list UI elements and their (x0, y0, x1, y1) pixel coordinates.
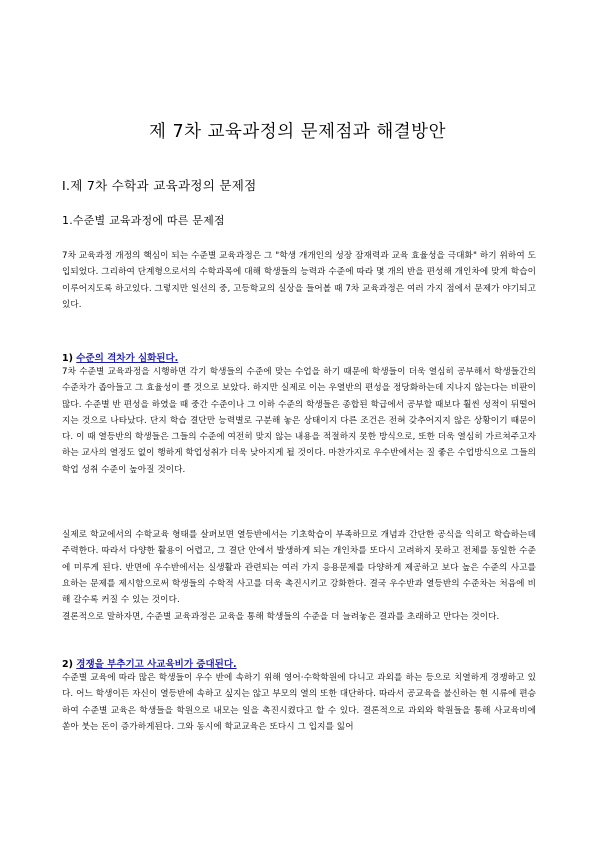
problem-heading-2 (62, 656, 237, 670)
problem-number: 2) (62, 659, 73, 670)
problem-heading-1 (62, 350, 178, 364)
problem-1-paragraph-2: 실제로 학교에서의 수학교육 형태를 살펴보면 열등반에서는 기초학습이 부족하므로 개념과 간단한 공식을 익히고 학습하는데 주력한다. 따라서 다양한 활용이 어렵고, 그 결단 안에서 발생하게 되는 개인차를 또다시 고려하지 못하고 전체를 동일한 수준에 미루게 된다. 반면에 우수반에서는 실생활과 관련되는 여러 가지 응용문제를 다양하게 제공하고 보다 높은 수준의 사고를 요하는 문제를 제시함으로써 학생들의 수학적 사고를 더욱 촉진시키고 강화한다. 결국 우수반과 열등반의 수준차는 처음에 비해 갈수록 커질 수 있는 것이다. (62, 530, 536, 606)
problem-heading-text: 경쟁을 부추기고 사교육비가 증대된다. (76, 659, 237, 670)
problem-2-paragraph-1: 수준별 교육에 따라 많은 학생들이 우수 반에 속하기 위해 영어·수학학원에 다니고 과외를 하는 등으로 치열하게 경쟁하고 있다. 어느 학생이든 자신이 열등반에 속하고 싶지는 않고 부모의 열의 또한 대단하다. 따라서 공교육을 불신하는 현 시류에 편승하여 수준별 교육은 학생들을 학원으로 내모는 일을 촉진시켰다고 할 수 있다. 결론적으로 과외와 학원들을 통해 사교육비에 쏟아 붓는 돈이 증가하게된다. 그와 동시에 학교교육은 또다시 그 입지를 잃어 (62, 673, 536, 732)
intro-paragraph: 7차 교육과정 개정의 핵심이 되는 수준별 교육과정은 그 "학생 개개인의 성장 잠재력과 교육 효율성을 극대화" 하기 위하여 도입되었다. 그리하여 단계형으로서의 수학과목에 대해 학생들의 능력과 수준에 따라 몇 개의 반을 편성해 개인차에 맞게 학습이 이루어지도록 하고있다. 그렇지만 일선의 중, 고등학교의 실상을 들어볼 때 7차 교육과정은 여러 가지 점에서 문제가 야기되고있다. (62, 251, 536, 310)
subsection-title: 1.수준별 교육과정에 따른 문제점 (62, 214, 225, 227)
section-title: Ⅰ.제 7차 수학과 교육과정의 문제점 (62, 178, 257, 193)
problem-1-paragraph-1: 7차 수준별 교육과정을 시행하면 각기 학생들의 수준에 맞는 수업을 하기 때문에 학생들이 더욱 열심히 공부해서 학생들간의 수준차가 좁아들고 그 효율성이 클 것으로 보았다. 하지만 실제로 이는 우열반의 편성을 정당화하는데 지나지 않는다는 비판이 많다. 수준별 반 편성을 하였을 때 중간 수준이나 그 이하 수준의 학생들은 종합된 학급에서 공부할 때보다 훨씬 성적이 뒤떨어지는 것으로 나타났다. 단지 학습 결단만 능력별로 구분해 놓은 상태이지 다른 조건은 전혀 갖추어지지 않은 상황이기 때문이다. 이 때 열등반의 학생들은 그들의 수준에 여전히 맞지 않는 내용을 적절하지 못한 방식으로, 또한 더욱 열심히 가르쳐주고자 하는 교사의 열정도 없이 행하게 학업성취가 더욱 낮아지게 될 것이다. 마찬가지로 우수반에서는 질 좋은 수업방식으로 그들의 학업 성취 수준이 높아질 것이다. (62, 367, 536, 475)
problem-heading-text: 수준의 격차가 심화된다. (76, 353, 179, 364)
document-title: 제 7차 교육과정의 문제점과 해결방안 (149, 122, 446, 142)
problem-1-paragraph-3: 결론적으로 말하자면, 수준별 교육과정은 교육을 통해 학생들의 수준을 더 늘려놓은 결과를 초래하고 만다는 것이다. (62, 612, 500, 622)
problem-number: 1) (62, 353, 73, 364)
